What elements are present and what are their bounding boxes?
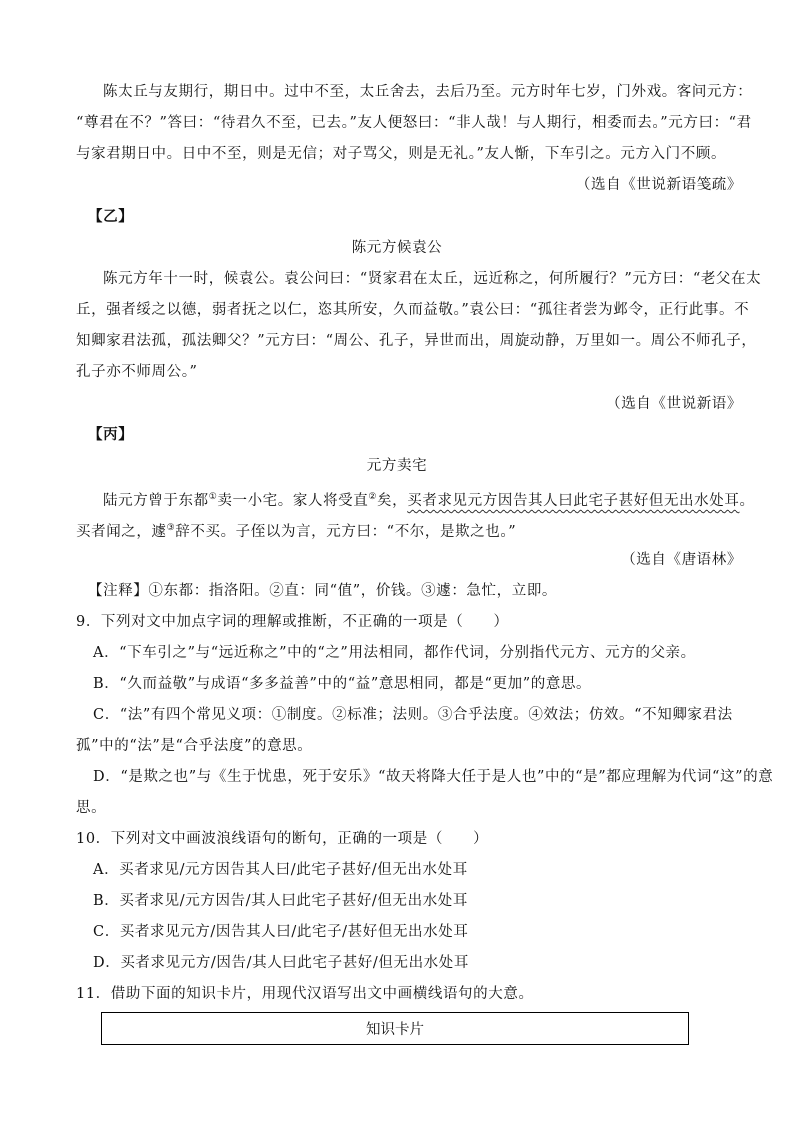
bing-text-2a: 买者闻之，遽 (76, 523, 167, 540)
q9-option-b[interactable]: B．“久而益敬”与成语“多多益善”中的“益”意思相同，都是“更加”的意思。 (93, 676, 592, 692)
yi-source: （选自《世说新语》 (606, 396, 742, 412)
wavy-underlined-sentence: 买者求见元方因告其人曰此宅子甚好但无出水处耳 (407, 492, 740, 509)
bing-source: （选自《唐语林》 (621, 552, 742, 568)
yi-line-3: 知卿家君法孤，孤法卿父？”元方曰：“周公、孔子，异世而出，周旋动静，万里如一。周公不师孔子， (76, 333, 757, 349)
jia-line-2: “尊君在不？”答曰：“待君久不至，已去。”友人便怒曰：“非人哉！与人期行，相委而去。”元方曰：“君 (76, 115, 752, 131)
jia-source: （选自《世说新语笺疏》 (575, 177, 742, 193)
yi-line-1: 陈元方年十一时，候袁公。袁公问曰：“贤家君在太丘，远近称之，何所履行？”元方曰：“老父在太 (103, 271, 762, 287)
bing-label: 【丙】 (88, 426, 134, 443)
bing-text-1c: 矣， (377, 492, 408, 509)
bing-line-1 (103, 487, 755, 511)
bing-text-1b: 卖一小宅。家人将受直 (217, 492, 369, 509)
q10-stem: 10．下列对文中画波浪线语句的断句，正确的一项是（ ） (76, 831, 489, 847)
q9-option-d-line-1[interactable]: D．“是欺之也”与《生于忧患，死于安乐》“故天将降大任于是人也”中的“是”都应理解为代词“这”的意 (93, 769, 774, 785)
q9-stem: 9．下列对文中加点字词的理解或推断，不正确的一项是（ ） (76, 614, 509, 630)
bing-text-1a: 陆元方曾于东都 (103, 492, 209, 509)
yi-line-2: 丘，强者绥之以德，弱者抚之以仁，恣其所安，久而益敬。”袁公曰：“孤往者尝为邺令，正行此事。不 (76, 302, 750, 318)
yi-label: 【乙】 (88, 208, 134, 225)
q10-option-c[interactable]: C．买者求见元方/因告其人曰/此宅子/甚好但无出水处耳 (93, 924, 469, 940)
knowledge-card (101, 1012, 689, 1045)
q11-stem: 11．借助下面的知识卡片，用现代汉语写出文中画横线语句的大意。 (76, 986, 534, 1002)
footnote-marker-2: ② (368, 492, 378, 502)
q10-option-b[interactable]: B．买者求见/元方因告/其人曰此宅子甚好/但无出水处耳 (93, 893, 469, 909)
q10-option-d[interactable]: D．买者求见元方/因告/其人曰此宅子甚好/但无出水处耳 (93, 955, 469, 971)
annotation-note: 【注释】①东都：指洛阳。②直：同“值”，价钱。③遽：急忙，立即。 (88, 583, 558, 599)
q9-option-c-line-1[interactable]: C．“法”有四个常见义项：①制度。②标准；法则。③合乎法度。④效法；仿效。“不知卿家君法 (93, 707, 733, 723)
yi-title: 陈元方候袁公 (351, 240, 443, 256)
footnote-marker-1: ① (208, 492, 218, 502)
bing-text-2b: 辞不买。子侄以为言，元方曰：“不尔，是欺之也。” (175, 523, 517, 540)
footnote-marker-3: ③ (166, 523, 176, 533)
bing-title: 元方卖宅 (366, 458, 428, 474)
q9-option-c-line-2[interactable]: 孤”中的“法”是“合乎法度”的意思。 (76, 738, 313, 754)
knowledge-card-title: 知识卡片 (366, 1022, 424, 1038)
bing-text-1d: 。 (739, 492, 755, 509)
q10-option-a[interactable]: A．买者求见/元方因告其人曰/此宅子甚好/但无出水处耳 (93, 862, 468, 878)
yi-line-4: 孔子亦不师周公。” (76, 364, 198, 380)
jia-line-1: 陈太丘与友期行，期日中。过中不至，太丘舍去，去后乃至。元方时年七岁，门外戏。客问元方： (103, 84, 753, 100)
jia-line-3: 与家君期日中。日中不至，则是无信；对子骂父，则是无礼。”友人惭，下车引之。元方入门不顾。 (76, 146, 727, 162)
bing-line-2 (76, 518, 516, 542)
q9-option-d-line-2[interactable]: 思。 (76, 800, 107, 816)
q9-option-a[interactable]: A．“下车引之”与“远近称之”中的“之”用法相同，都作代词，分别指代元方、元方的父亲。 (93, 645, 696, 661)
